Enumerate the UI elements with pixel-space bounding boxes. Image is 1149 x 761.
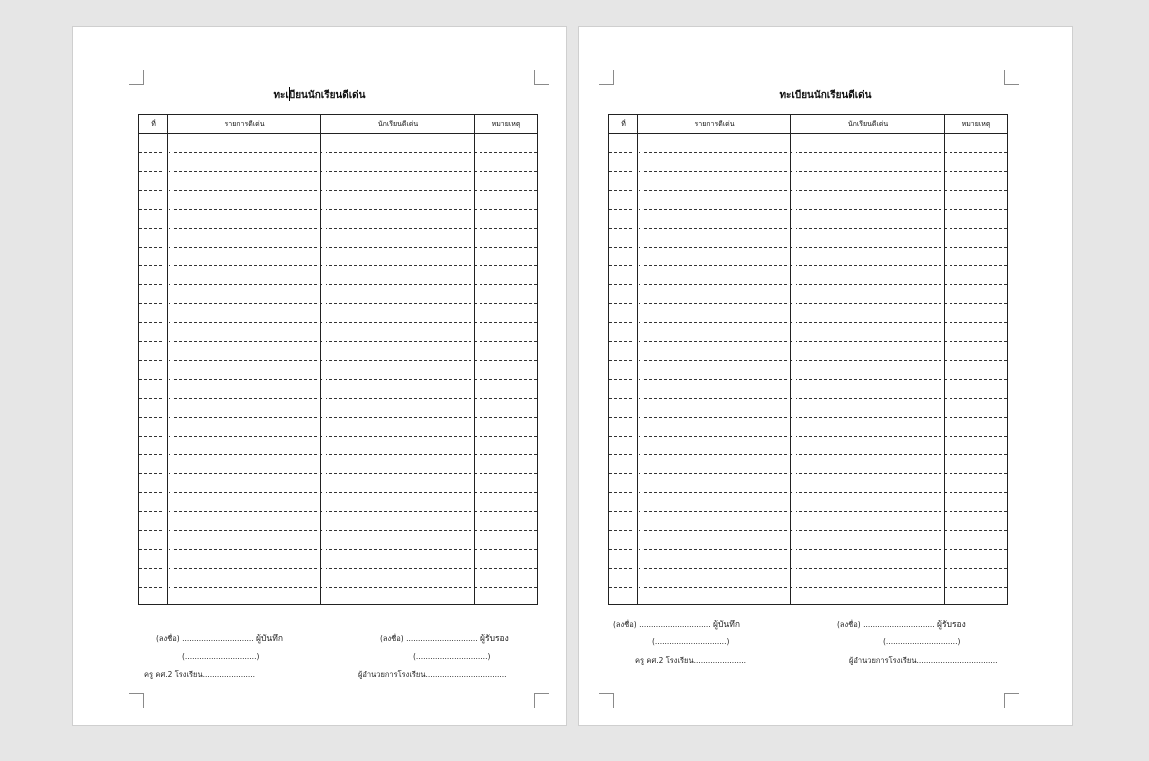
certifier-signature-line[interactable] xyxy=(380,631,509,645)
column-header-remark: หมายเหตุ xyxy=(491,120,521,128)
dash-gap xyxy=(793,134,796,604)
column-divider xyxy=(944,115,945,604)
recorder-position-line[interactable]: ครู คศ.2 โรงเรียน...................... xyxy=(635,656,747,665)
recorder-signature-line[interactable] xyxy=(156,631,283,645)
document-page-2[interactable] xyxy=(578,26,1073,726)
certifier-role: ผู้รับรอง xyxy=(937,620,966,630)
dash-gap xyxy=(170,134,173,604)
recorder-role: ผู้บันทึก xyxy=(256,634,283,644)
crop-mark-top-left xyxy=(129,70,144,85)
column-divider xyxy=(790,115,791,604)
recorder-signature-line[interactable] xyxy=(613,617,740,631)
signature-dots: .............................. xyxy=(406,634,478,643)
page-title[interactable]: ทะเบียนนักเรียนดีเด่น xyxy=(273,90,366,101)
register-table[interactable] xyxy=(608,114,1008,605)
page-title[interactable]: ทะเบียนนักเรียนดีเด่น xyxy=(779,90,872,101)
column-divider xyxy=(167,115,168,604)
signature-dots: .............................. xyxy=(639,620,711,629)
column-header-achievement: รายการดีเด่น xyxy=(694,120,735,128)
recorder-role: ผู้บันทึก xyxy=(713,620,740,630)
signature-dots: .............................. xyxy=(182,634,254,643)
signature-dots: .............................. xyxy=(863,620,935,629)
crop-mark-bottom-left xyxy=(599,693,614,708)
certifier-position-line[interactable]: ผู้อำนวยการโรงเรียน.................................. xyxy=(849,656,998,665)
sign-prefix: (ลงชื่อ) xyxy=(156,634,180,643)
crop-mark-top-left xyxy=(599,70,614,85)
sign-prefix: (ลงชื่อ) xyxy=(613,620,637,629)
dash-gap xyxy=(477,134,480,604)
certifier-signature-line[interactable] xyxy=(837,617,966,631)
crop-mark-bottom-left xyxy=(129,693,144,708)
recorder-name-line[interactable]: (..............................) xyxy=(182,652,260,661)
crop-mark-bottom-right xyxy=(534,693,549,708)
column-header-number: ที่ xyxy=(151,120,156,128)
document-page-1[interactable] xyxy=(72,26,567,726)
sign-prefix: (ลงชื่อ) xyxy=(837,620,861,629)
recorder-name-line[interactable]: (..............................) xyxy=(652,637,730,646)
column-divider xyxy=(637,115,638,604)
crop-mark-top-right xyxy=(1004,70,1019,85)
column-divider xyxy=(320,115,321,604)
certifier-role: ผู้รับรอง xyxy=(480,634,509,644)
certifier-name-line[interactable]: (..............................) xyxy=(413,652,491,661)
column-divider xyxy=(474,115,475,604)
certifier-position-line[interactable]: ผู้อำนวยการโรงเรียน.................................. xyxy=(358,670,507,679)
column-header-achievement: รายการดีเด่น xyxy=(224,120,265,128)
dash-gap xyxy=(640,134,643,604)
dash-gap xyxy=(323,134,326,604)
column-header-number: ที่ xyxy=(621,120,626,128)
crop-mark-bottom-right xyxy=(1004,693,1019,708)
certifier-name-line[interactable]: (..............................) xyxy=(883,637,961,646)
column-header-student: นักเรียนดีเด่น xyxy=(377,120,419,128)
recorder-position-line[interactable]: ครู คศ.2 โรงเรียน...................... xyxy=(144,670,256,679)
sign-prefix: (ลงชื่อ) xyxy=(380,634,404,643)
column-header-student: นักเรียนดีเด่น xyxy=(847,120,889,128)
crop-mark-top-right xyxy=(534,70,549,85)
dash-gap xyxy=(947,134,950,604)
column-header-remark: หมายเหตุ xyxy=(961,120,991,128)
register-table[interactable] xyxy=(138,114,538,605)
